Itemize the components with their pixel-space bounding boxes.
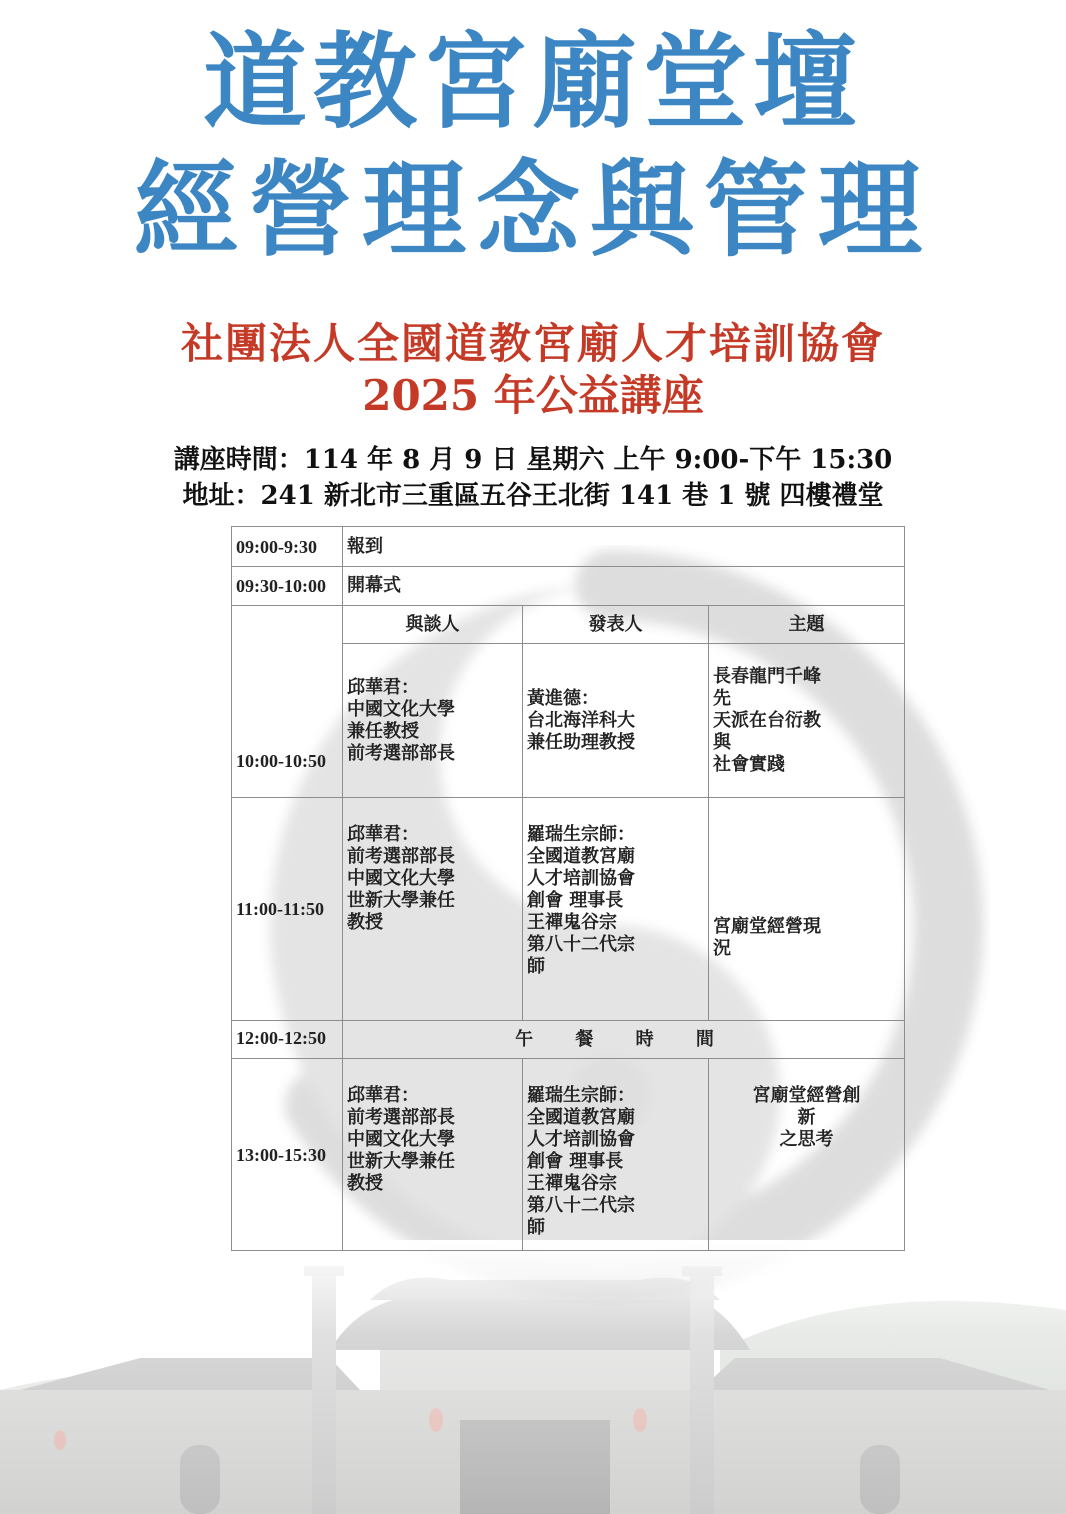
discussant-cell: 邱華君： 前考選部部長 中國文化大學 世新大學兼任 教授 bbox=[343, 1059, 523, 1251]
table-row-opening bbox=[232, 567, 905, 606]
agenda-label: 報到 bbox=[343, 527, 905, 567]
presenter-cell: 羅瑞生宗師： 全國道教宮廟 人才培訓協會 創會 理事長 王禪鬼谷宗 第八十二代宗 師 bbox=[523, 1059, 709, 1251]
topic-cell: 長春龍門千峰 先 天派在台衍教 與 社會實踐 bbox=[709, 644, 905, 798]
agenda-label: 開幕式 bbox=[343, 567, 905, 606]
temple-background-image bbox=[0, 1240, 1066, 1514]
column-header-presenter: 發表人 bbox=[523, 606, 709, 644]
column-header-topic: 主題 bbox=[709, 606, 905, 644]
organizer-name: 社團法人全國道教宮廟人才培訓協會 bbox=[180, 319, 885, 368]
topic-cell: 宮廟堂經營創 新 之思考 bbox=[709, 1059, 905, 1251]
table-row-lunch bbox=[232, 1021, 905, 1059]
time-cell: 09:30-10:00 bbox=[232, 567, 343, 606]
poster-title-line-2: 經營理念與管理 bbox=[133, 148, 932, 271]
event-address: 地址：241 新北市三重區五谷王北街 141 巷 1 號 四樓禮堂 bbox=[182, 481, 884, 511]
poster-title-line-1: 道教宮廟堂壇 bbox=[202, 20, 863, 143]
time-cell: 13:00-15:30 bbox=[232, 1059, 343, 1251]
time-cell: 12:00-12:50 bbox=[232, 1021, 343, 1059]
table-row-session-2 bbox=[232, 798, 905, 1021]
discussant-cell: 邱華君： 中國文化大學 兼任教授 前考選部部長 bbox=[343, 644, 523, 798]
topic-cell: 宮廟堂經營現 況 bbox=[709, 798, 905, 1021]
time-cell: 09:00-9:30 bbox=[232, 527, 343, 567]
presenter-cell: 羅瑞生宗師： 全國道教宮廟 人才培訓協會 創會 理事長 王禪鬼谷宗 第八十二代宗 師 bbox=[523, 798, 709, 1021]
event-time: 講座時間：114 年 8 月 9 日 星期六 上午 9:00-下午 15:30 bbox=[173, 445, 893, 475]
discussant-cell: 邱華君： 前考選部部長 中國文化大學 世新大學兼任 教授 bbox=[343, 798, 523, 1021]
time-cell: 10:00-10:50 bbox=[232, 606, 343, 798]
column-header-discussant: 與談人 bbox=[343, 606, 523, 644]
time-cell: 11:00-11:50 bbox=[232, 798, 343, 1021]
table-header-row bbox=[232, 606, 905, 644]
table-row-session-3 bbox=[232, 1059, 905, 1251]
lunch-label: 午 餐 時 間 bbox=[343, 1021, 905, 1059]
table-row-registration bbox=[232, 527, 905, 567]
schedule-table bbox=[231, 526, 905, 1251]
event-subtitle: 2025 年公益講座 bbox=[362, 371, 704, 420]
presenter-cell: 黃進德： 台北海洋科大 兼任助理教授 bbox=[523, 644, 709, 798]
